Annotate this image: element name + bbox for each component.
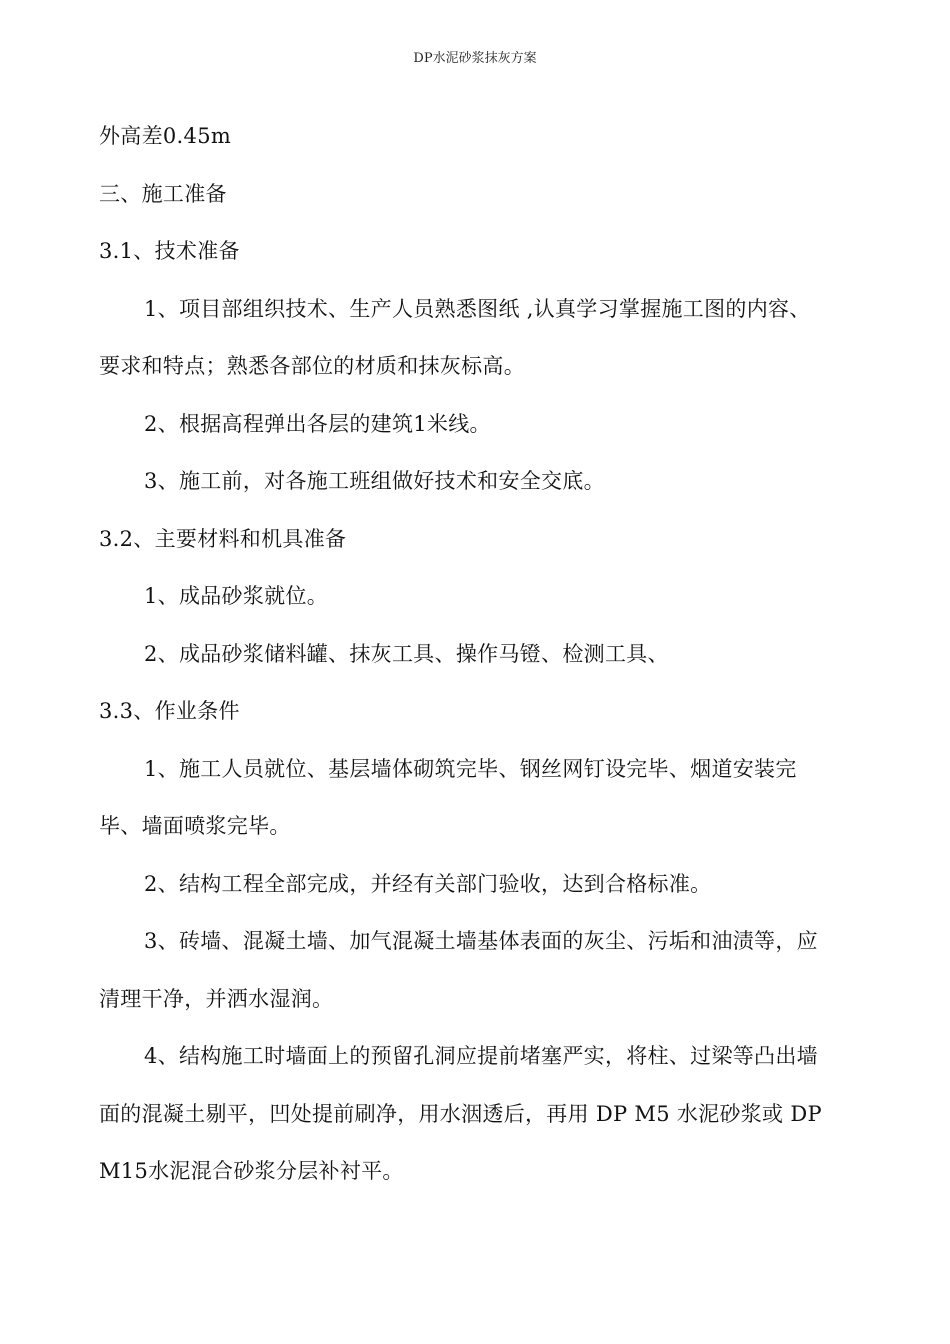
list-item-continuation: M15水泥混合砂浆分层补衬平。	[99, 1159, 404, 1183]
section-heading: 三、施工准备	[99, 181, 227, 206]
subsection-heading: 3.3、作业条件	[99, 699, 240, 723]
list-item: 3、施工前，对各施工班组做好技术和安全交底。	[144, 469, 605, 493]
list-item-continuation: 要求和特点；熟悉各部位的材质和抹灰标高。	[99, 354, 525, 378]
list-item: 2、结构工程全部完成，并经有关部门验收，达到合格标准。	[144, 871, 712, 896]
document-body	[99, 108, 859, 1201]
page-header: DP水泥砂浆抹灰方案	[413, 51, 537, 66]
subsection-heading: 3.2、主要材料和机具准备	[99, 526, 347, 551]
list-item: 1、成品砂浆就位。	[144, 584, 329, 608]
list-item: 1、项目部组织技术、生产人员熟悉图纸 ,认真学习掌握施工图的内容、	[144, 296, 811, 321]
list-item-continuation: 面的混凝土剔平，凹处提前刷净，用水洇透后，再用 DP M5 水泥砂浆或 DP	[99, 1101, 822, 1126]
text-line: 外高差0.45m	[99, 124, 232, 148]
list-item: 1、施工人员就位、基层墙体砌筑完毕、钢丝网钉设完毕、烟道安装完	[144, 756, 797, 781]
list-item: 2、根据高程弹出各层的建筑1米线。	[144, 411, 491, 436]
list-item: 2、成品砂浆储料罐、抹灰工具、操作马镫、检测工具、	[144, 641, 669, 666]
list-item-continuation: 毕、墙面喷浆完毕。	[99, 814, 291, 838]
list-item: 4、结构施工时墙面上的预留孔洞应提前堵塞严实，将柱、过梁等凸出墙	[144, 1044, 818, 1068]
list-item: 3、砖墙、混凝土墙、加气混凝土墙基体表面的灰尘、污垢和油渍等，应	[144, 929, 818, 953]
subsection-heading: 3.1、技术准备	[99, 239, 240, 263]
list-item-continuation: 清理干净，并洒水湿润。	[99, 986, 334, 1011]
